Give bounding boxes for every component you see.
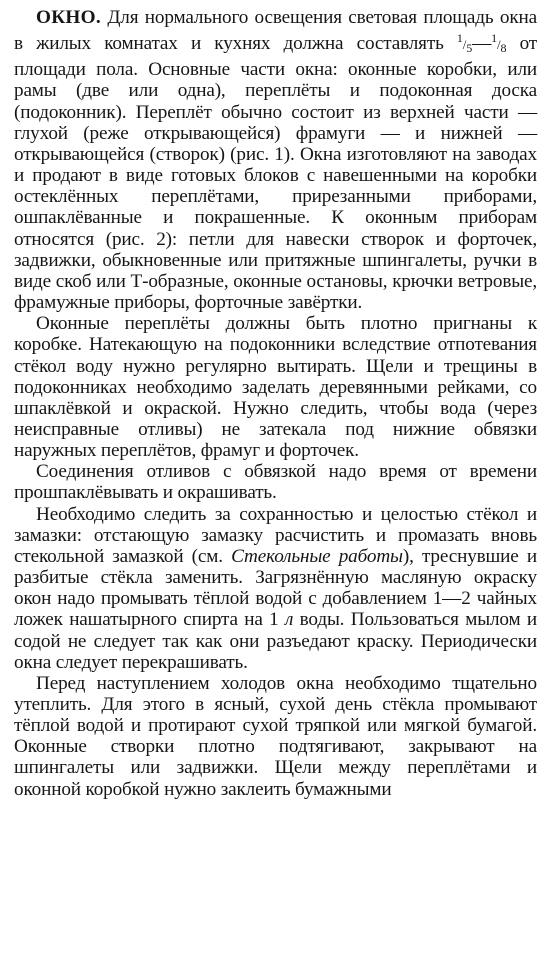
paragraph-text: Необходимо следить за сохранностью и целостью стёкол и замазки: отстающую замазку расчистить и промазать вновь стекольной замазкой (см. — [14, 503, 537, 567]
fraction-denominator: 8 — [500, 41, 507, 56]
fraction-one-fifth: $^1/_5$ — [456, 31, 473, 56]
unit-litre: л — [285, 609, 294, 631]
fraction-dash: — — [472, 33, 492, 55]
paragraph-text: воды. Пользоваться мылом и содой не следует так как они разъедают краску. Периодически окна следует перекрашивать. — [14, 609, 537, 673]
paragraph-text: ), треснувшие и разбитые стёкла заменить. Загрязнённую масляную окраску окон надо промывать тёплой водой с добавлением 1—2 чайных ложек нашатырного спирта на 1 — [14, 545, 537, 631]
paragraph-insulation: Перед наступлением холодов окна необходимо тщательно утеплить. Для этого в ясный, сухой день стёкла промывают тёплой водой и протирают сухой тряпкой или мягкой бумагой. Оконные створки плотно подтягивают, закрывают на шпингалеты или задвижки. Щели между переплётами и оконной коробкой нужно заклеить бумажными — [14, 672, 537, 800]
paragraph-glass — [14, 504, 537, 673]
paragraph-definition — [14, 7, 537, 313]
headword: ОКНО. — [36, 7, 101, 28]
paragraph-text: от площади пола. Основные части окна: оконные коробки, или рамы (две или одна), переплёты и подоконная доска (подоконник). Переплёт обычно состоит из верхней части — глухой (реже открывающейся) фрамуги — и нижней — открывающейся (створок) (рис. 1). Окна изготовляют на заводах и продают в виде готовых блоков с навешенными на коробки остеклённых переплётами, прирезанными приборами, ошпаклёванные и покрашенные. К оконным приборам относятся (рис. 2): петли для навески створок и форточек, задвижки, обыкновенные или притяжные шпингалеты, ручки в виде скоб или Т-образные, оконные остановы, крючки ветровые, фрамужные приборы, форточные завёртки. — [14, 33, 537, 314]
cross-reference-link[interactable]: Стекольные работы — [231, 545, 403, 567]
fraction-one-eighth: $^1/_8$ — [491, 31, 507, 56]
paragraph-text: Для нормального освещения световая площадь окна в жилых комнатах и кухнях должна составлять — [14, 7, 537, 55]
fraction-numerator: 1 — [456, 31, 463, 46]
paragraph-flashing: Соединения отливов с обвязкой надо время от времени прошпаклёвывать и окрашивать. — [14, 461, 537, 504]
fraction-denominator: 5 — [466, 41, 473, 56]
encyclopedia-page — [14, 7, 537, 800]
fraction-numerator: 1 — [491, 31, 498, 46]
paragraph-care: Оконные переплёты должны быть плотно пригнаны к коробке. Натекающую на подоконники вследствие отпотевания стёкол воду нужно регулярно вытирать. Щели и трещины в подоконниках необходимо заделать деревянными рейками, со шпаклёвкой и окраской. Нужно следить, чтобы вода (через неисправные отливы) не затекала под нижние обвязки наружных переплётов, фрамуг и форточек. — [14, 313, 537, 462]
